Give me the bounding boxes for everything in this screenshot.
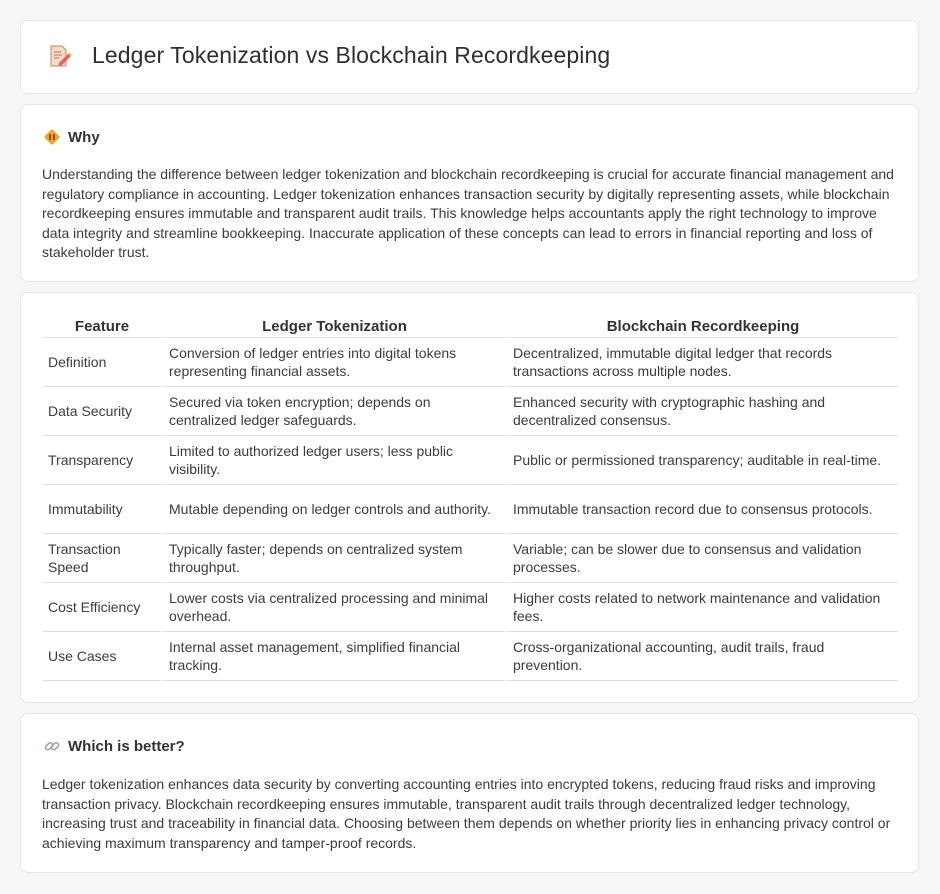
why-section bbox=[20, 104, 919, 282]
which-is-better-section bbox=[20, 713, 919, 873]
blockchain-cell: Enhanced security with cryptographic hashing and decentralized consensus. bbox=[505, 387, 898, 436]
better-text: Ledger tokenization enhances data security by converting accounting entries into encrypted tokens, reducing fraud risks and improving transaction privacy. Blockchain recordkeeping ensures immutable, transparent audit trails through decentralized ledger technology, increasing trust and traceability in financial data. Choosing between them depends on whether priority lies in enhancing privacy control or achieving maximum transparency and tamper-proof records. bbox=[42, 776, 891, 851]
why-text: Understanding the difference between ledger tokenization and blockchain recordkeeping is crucial for accurate financial management and regulatory compliance in accounting. Ledger tokenization enhances transaction security by digitally representing assets, while blockchain recordkeeping ensures immutable and transparent audit trails. This knowledge helps accountants apply the right technology to improve data integrity and streamline bookkeeping. Inaccurate application of these concepts can lead to errors in financial reporting and loss of stakeholder trust. bbox=[42, 166, 894, 261]
header-ledger-tokenization: Ledger Tokenization bbox=[161, 316, 505, 338]
table-row bbox=[43, 632, 898, 681]
diamond-warning-icon bbox=[43, 128, 61, 146]
page-title: Ledger Tokenization vs Blockchain Recordkeeping bbox=[92, 42, 611, 68]
ledger-cell: Typically faster; depends on centralized system throughput. bbox=[161, 534, 505, 583]
ledger-cell: Secured via token encryption; depends on centralized ledger safeguards. bbox=[161, 387, 505, 436]
table-row bbox=[43, 534, 898, 583]
table-row bbox=[43, 387, 898, 436]
ledger-cell: Lower costs via centralized processing and minimal overhead. bbox=[161, 583, 505, 632]
better-heading bbox=[43, 737, 185, 755]
table-row bbox=[43, 436, 898, 485]
feature-cell: Use Cases bbox=[43, 632, 161, 681]
blockchain-cell: Variable; can be slower due to consensus and validation processes. bbox=[505, 534, 898, 583]
better-title: Which is better? bbox=[68, 737, 185, 755]
feature-cell: Immutability bbox=[43, 485, 161, 534]
link-icon bbox=[43, 737, 61, 755]
table-header-row bbox=[43, 316, 898, 338]
feature-cell: Transaction Speed bbox=[43, 534, 161, 583]
ledger-cell: Limited to authorized ledger users; less public visibility. bbox=[161, 436, 505, 485]
blockchain-cell: Higher costs related to network maintenance and validation fees. bbox=[505, 583, 898, 632]
ledger-cell: Conversion of ledger entries into digital tokens representing financial assets. bbox=[161, 338, 505, 387]
blockchain-cell: Decentralized, immutable digital ledger that records transactions across multiple nodes. bbox=[505, 338, 898, 387]
why-title: Why bbox=[68, 128, 100, 146]
header-blockchain-recordkeeping: Blockchain Recordkeeping bbox=[505, 316, 898, 338]
why-heading bbox=[43, 128, 100, 146]
header-feature: Feature bbox=[43, 316, 161, 338]
blockchain-cell: Immutable transaction record due to consensus protocols. bbox=[505, 485, 898, 534]
feature-cell: Definition bbox=[43, 338, 161, 387]
title-row bbox=[46, 42, 610, 69]
ledger-cell: Internal asset management, simplified financial tracking. bbox=[161, 632, 505, 681]
comparison-section bbox=[20, 292, 919, 703]
blockchain-cell: Public or permissioned transparency; auditable in real-time. bbox=[505, 436, 898, 485]
header-card bbox=[20, 20, 919, 94]
comparison-table bbox=[43, 316, 898, 681]
feature-cell: Data Security bbox=[43, 387, 161, 436]
table-row bbox=[43, 485, 898, 534]
ledger-cell: Mutable depending on ledger controls and authority. bbox=[161, 485, 505, 534]
feature-cell: Cost Efficiency bbox=[43, 583, 161, 632]
feature-cell: Transparency bbox=[43, 436, 161, 485]
document-edit-icon bbox=[46, 43, 72, 69]
blockchain-cell: Cross-organizational accounting, audit trails, fraud prevention. bbox=[505, 632, 898, 681]
table-row bbox=[43, 338, 898, 387]
table-row bbox=[43, 583, 898, 632]
